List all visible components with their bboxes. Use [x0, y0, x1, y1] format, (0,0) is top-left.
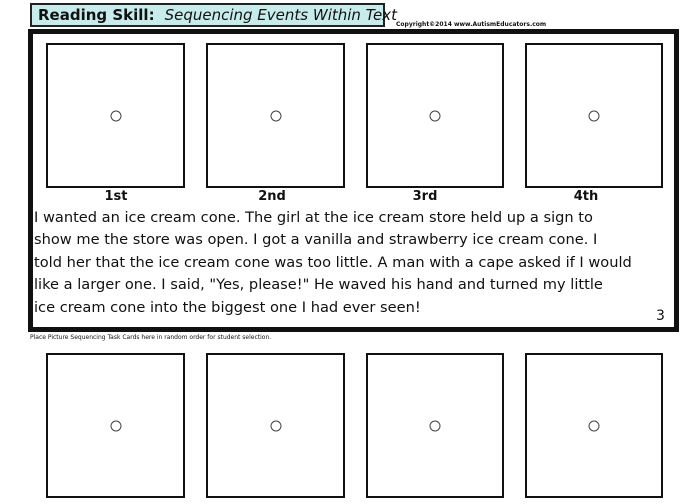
story-line: I wanted an ice cream cone. The girl at the ice cream store held up a sign to — [34, 209, 593, 226]
skill-label: Reading Skill: — [38, 6, 155, 24]
sequence-slot-1[interactable] — [46, 43, 185, 188]
picture-card-slot-3[interactable] — [366, 353, 504, 498]
picture-card-slot-1[interactable] — [46, 353, 185, 498]
story-line: told her that the ice cream cone was too little. A man with a cape asked if I would — [34, 253, 632, 271]
story-line: show me the store was open. I got a vanilla and strawberry ice cream cone. I — [34, 231, 598, 249]
velcro-dot-icon — [589, 420, 600, 431]
page-number: 3 — [656, 308, 665, 324]
skill-topic: Sequencing Events Within Text — [164, 6, 397, 24]
copyright-notice: Copyright©2014 www.AutismEducators.com — [396, 21, 547, 28]
velcro-dot-icon — [430, 110, 441, 121]
picture-card-slot-4[interactable] — [525, 353, 663, 498]
ordinal-label-4: 4th — [573, 189, 599, 204]
sequence-slot-3[interactable] — [366, 43, 504, 188]
sequence-slot-2[interactable] — [206, 43, 345, 188]
picture-card-slot-2[interactable] — [206, 353, 345, 498]
title-banner — [30, 3, 397, 27]
sequence-slot-4[interactable] — [525, 43, 663, 188]
ordinal-label-1: 1st — [104, 189, 128, 204]
velcro-dot-icon — [589, 110, 600, 121]
velcro-dot-icon — [110, 420, 121, 431]
ordinal-label-2: 2nd — [258, 189, 286, 204]
velcro-dot-icon — [270, 110, 281, 121]
velcro-dot-icon — [270, 420, 281, 431]
story-text — [34, 207, 666, 319]
story-line: like a larger one. I said, "Yes, please!" He waved his hand and turned my little — [34, 276, 603, 294]
story-line: ice cream cone into the biggest one I had ever seen! — [34, 298, 421, 316]
velcro-dot-icon — [430, 420, 441, 431]
instruction-text: Place Picture Sequencing Task Cards here in random order for student selection. — [30, 334, 272, 341]
velcro-dot-icon — [110, 110, 121, 121]
ordinal-label-3: 3rd — [412, 189, 438, 204]
